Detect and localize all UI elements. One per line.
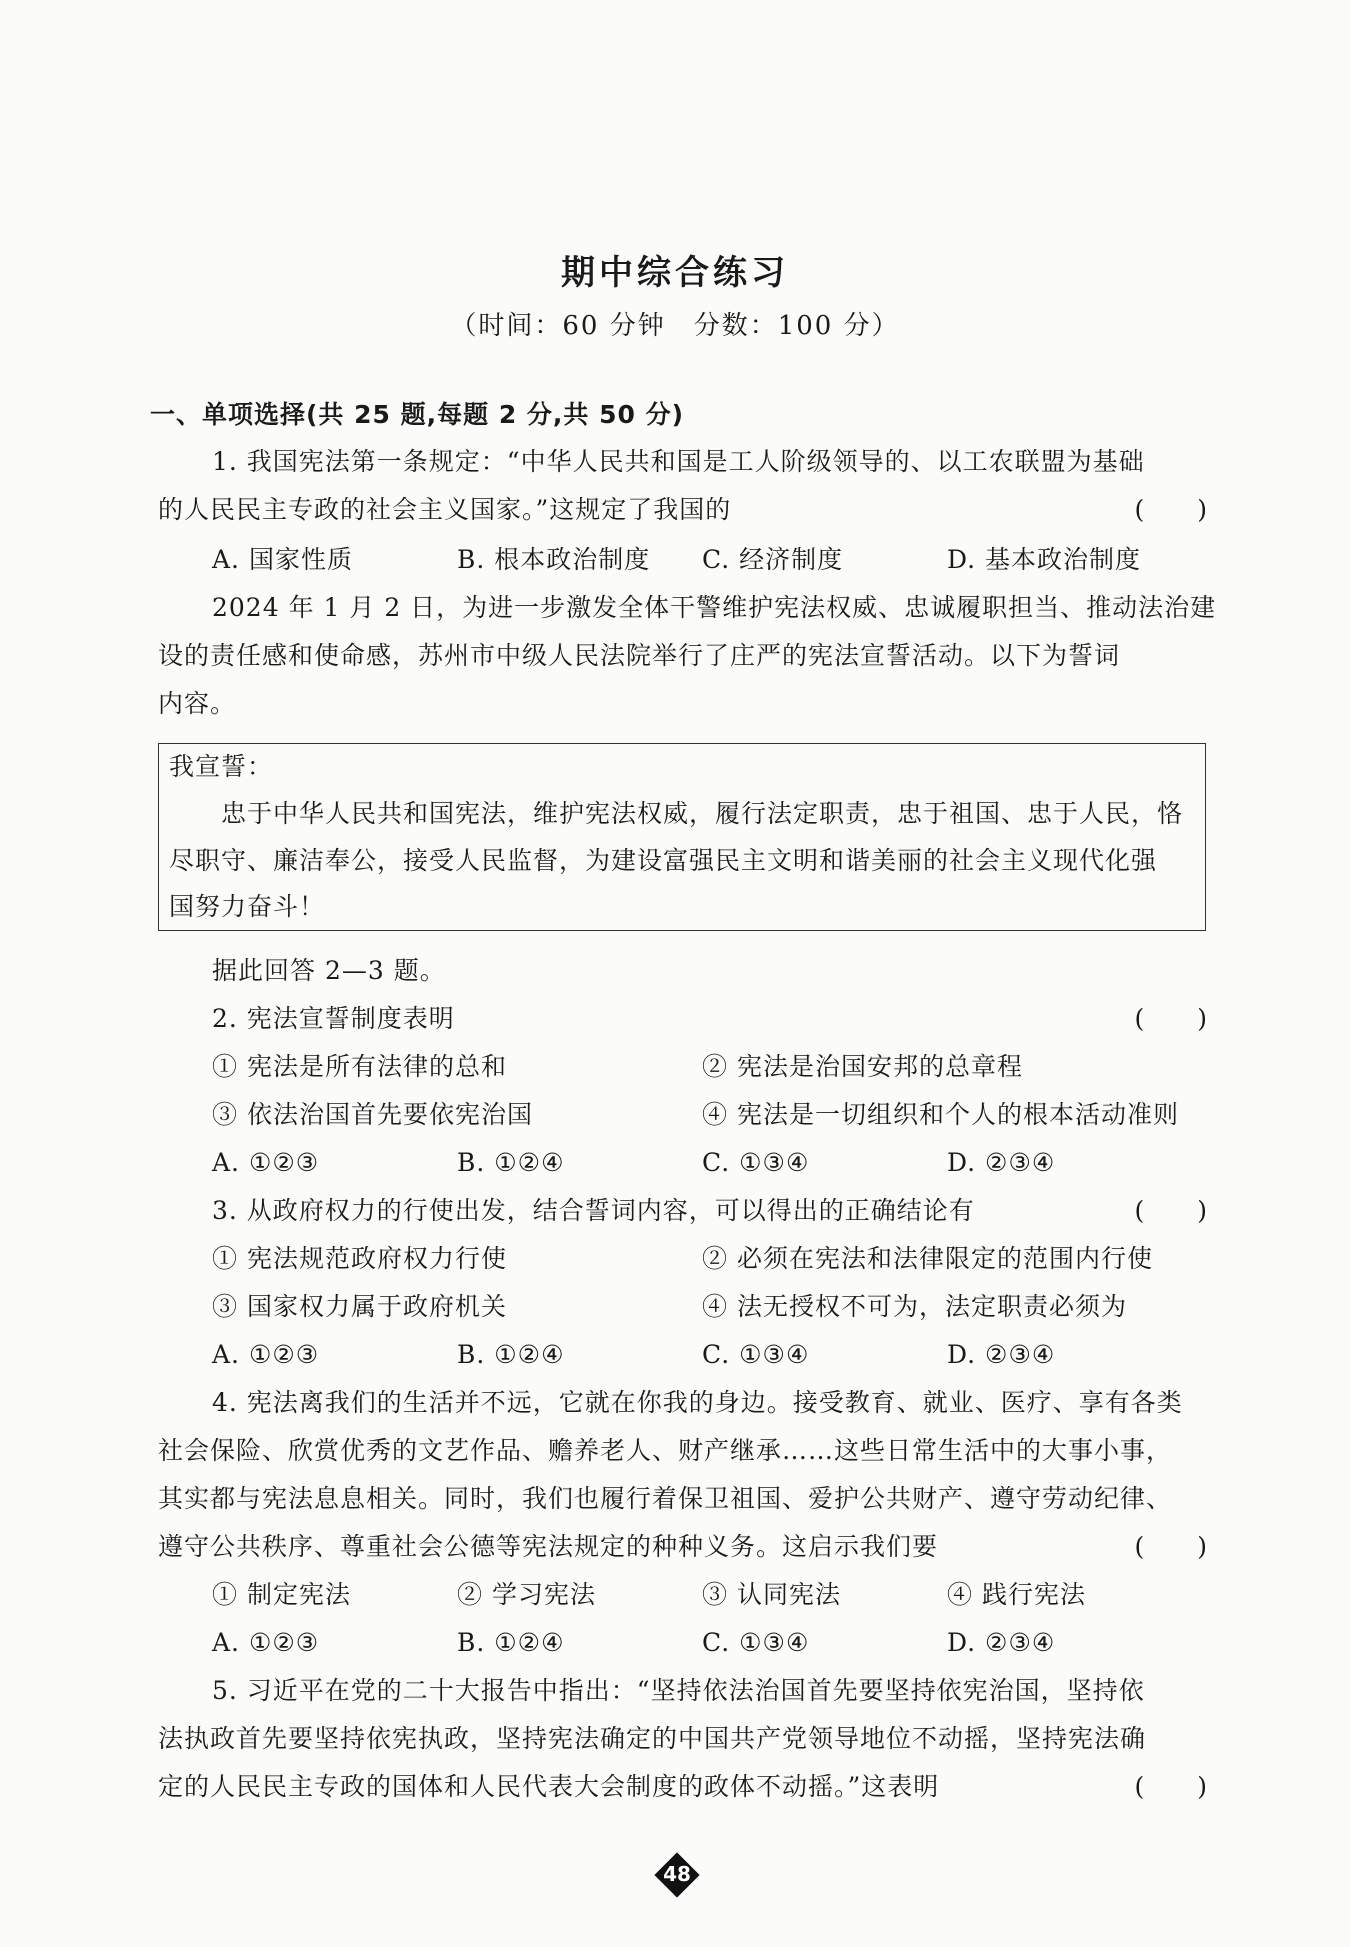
q4-line-3: 其实都与宪法息息相关。同时，我们也履行着保卫祖国、爱护公共财产、遵守劳动纪律、 — [158, 1484, 1173, 1513]
q4-item-4: ④ 践行宪法 — [947, 1580, 1086, 1609]
answer-paren: ( ) — [1134, 1772, 1208, 1801]
page-subtitle: （时间：60 分钟 分数：100 分） — [450, 311, 900, 341]
intro-line-1: 2024 年 1 月 2 日，为进一步激发全体干警维护宪法权威、忠诚履职担当、推动法治建 — [212, 593, 1217, 622]
q2-item-1: ① 宪法是所有法律的总和 — [212, 1052, 507, 1081]
option-c: C. ①③④ — [702, 1340, 810, 1369]
option-b: B. ①②④ — [457, 1340, 565, 1369]
q1-line-2 — [158, 495, 1208, 525]
oath-line-2: 忠于中华人民共和国宪法，维护宪法权威，履行法定职责，忠于祖国、忠于人民，恪 — [221, 799, 1184, 828]
page-title: 期中综合练习 — [561, 253, 789, 293]
option-b: B. 根本政治制度 — [457, 545, 651, 574]
q1-line-2-text: 的人民民主专政的社会主义国家。”这规定了我国的 — [158, 495, 732, 524]
oath-line-3: 尽职守、廉洁奉公，接受人民监督，为建设富强民主文明和谐美丽的社会主义现代化强 — [169, 846, 1158, 875]
page-number-badge — [655, 1853, 699, 1897]
option-d: D. ②③④ — [947, 1628, 1056, 1657]
q4-line-2: 社会保险、欣赏优秀的文艺作品、赡养老人、财产继承……这些日常生活中的大事小事， — [158, 1436, 1173, 1465]
q4-line-4 — [158, 1532, 1208, 1562]
q2-item-2: ② 宪法是治国安邦的总章程 — [702, 1052, 1023, 1081]
answer-note: 据此回答 2—3 题。 — [212, 956, 446, 985]
q2-stem-text: 2. 宪法宣誓制度表明 — [212, 1004, 455, 1033]
q3-item-2: ② 必须在宪法和法律限定的范围内行使 — [702, 1244, 1153, 1273]
q3-item-4: ④ 法无授权不可为，法定职责必须为 — [702, 1292, 1127, 1321]
intro-line-2: 设的责任感和使命感，苏州市中级人民法院举行了庄严的宪法宣誓活动。以下为誓词 — [158, 641, 1121, 670]
q5-line-2: 法执政首先要坚持依宪执政，坚持宪法确定的中国共产党领导地位不动摇，坚持宪法确 — [158, 1724, 1147, 1753]
q3-stem — [212, 1196, 1208, 1226]
option-b: B. ①②④ — [457, 1148, 565, 1177]
intro-line-3: 内容。 — [158, 689, 237, 718]
q2-item-4: ④ 宪法是一切组织和个人的根本活动准则 — [702, 1100, 1179, 1129]
option-d: D. 基本政治制度 — [947, 545, 1142, 574]
q2-item-3: ③ 依法治国首先要依宪治国 — [212, 1100, 533, 1129]
oath-line-1: 我宣誓： — [169, 752, 274, 781]
q4-item-1: ① 制定宪法 — [212, 1580, 351, 1609]
option-c: C. ①③④ — [702, 1628, 810, 1657]
oath-line-4: 国努力奋斗！ — [169, 892, 326, 921]
q5-line-3-text: 定的人民民主专政的国体和人民代表大会制度的政体不动摇。”这表明 — [158, 1772, 940, 1801]
option-a: A. ①②③ — [212, 1340, 320, 1369]
section-heading: 一、单项选择(共 25 题,每题 2 分,共 50 分) — [150, 400, 685, 429]
q3-stem-text: 3. 从政府权力的行使出发，结合誓词内容，可以得出的正确结论有 — [212, 1196, 975, 1225]
answer-paren: ( ) — [1134, 495, 1208, 524]
q4-item-3: ③ 认同宪法 — [702, 1580, 841, 1609]
answer-paren: ( ) — [1134, 1004, 1208, 1033]
option-c: C. 经济制度 — [702, 545, 844, 574]
q3-item-3: ③ 国家权力属于政府机关 — [212, 1292, 507, 1321]
option-d: D. ②③④ — [947, 1148, 1056, 1177]
answer-paren: ( ) — [1134, 1196, 1208, 1225]
q3-item-1: ① 宪法规范政府权力行使 — [212, 1244, 507, 1273]
option-c: C. ①③④ — [702, 1148, 810, 1177]
option-d: D. ②③④ — [947, 1340, 1056, 1369]
option-a: A. ①②③ — [212, 1148, 320, 1177]
option-b: B. ①②④ — [457, 1628, 565, 1657]
q4-item-2: ② 学习宪法 — [457, 1580, 596, 1609]
q4-line-4-text: 遵守公共秩序、尊重社会公德等宪法规定的种种义务。这启示我们要 — [158, 1532, 939, 1561]
q5-line-1: 5. 习近平在党的二十大报告中指出：“坚持依法治国首先要坚持依宪治国，坚持依 — [212, 1676, 1145, 1705]
q4-line-1: 4. 宪法离我们的生活并不远，它就在你我的身边。接受教育、就业、医疗、享有各类 — [212, 1388, 1183, 1417]
answer-paren: ( ) — [1134, 1532, 1208, 1561]
q1-line-1: 1. 我国宪法第一条规定：“中华人民共和国是工人阶级领导的、以工农联盟为基础 — [212, 447, 1145, 476]
option-a: A. 国家性质 — [212, 545, 353, 574]
page-number: 48 — [663, 1862, 691, 1886]
option-a: A. ①②③ — [212, 1628, 320, 1657]
q2-stem — [212, 1004, 1208, 1034]
oath-box — [158, 743, 1206, 931]
q5-line-3 — [158, 1772, 1208, 1802]
